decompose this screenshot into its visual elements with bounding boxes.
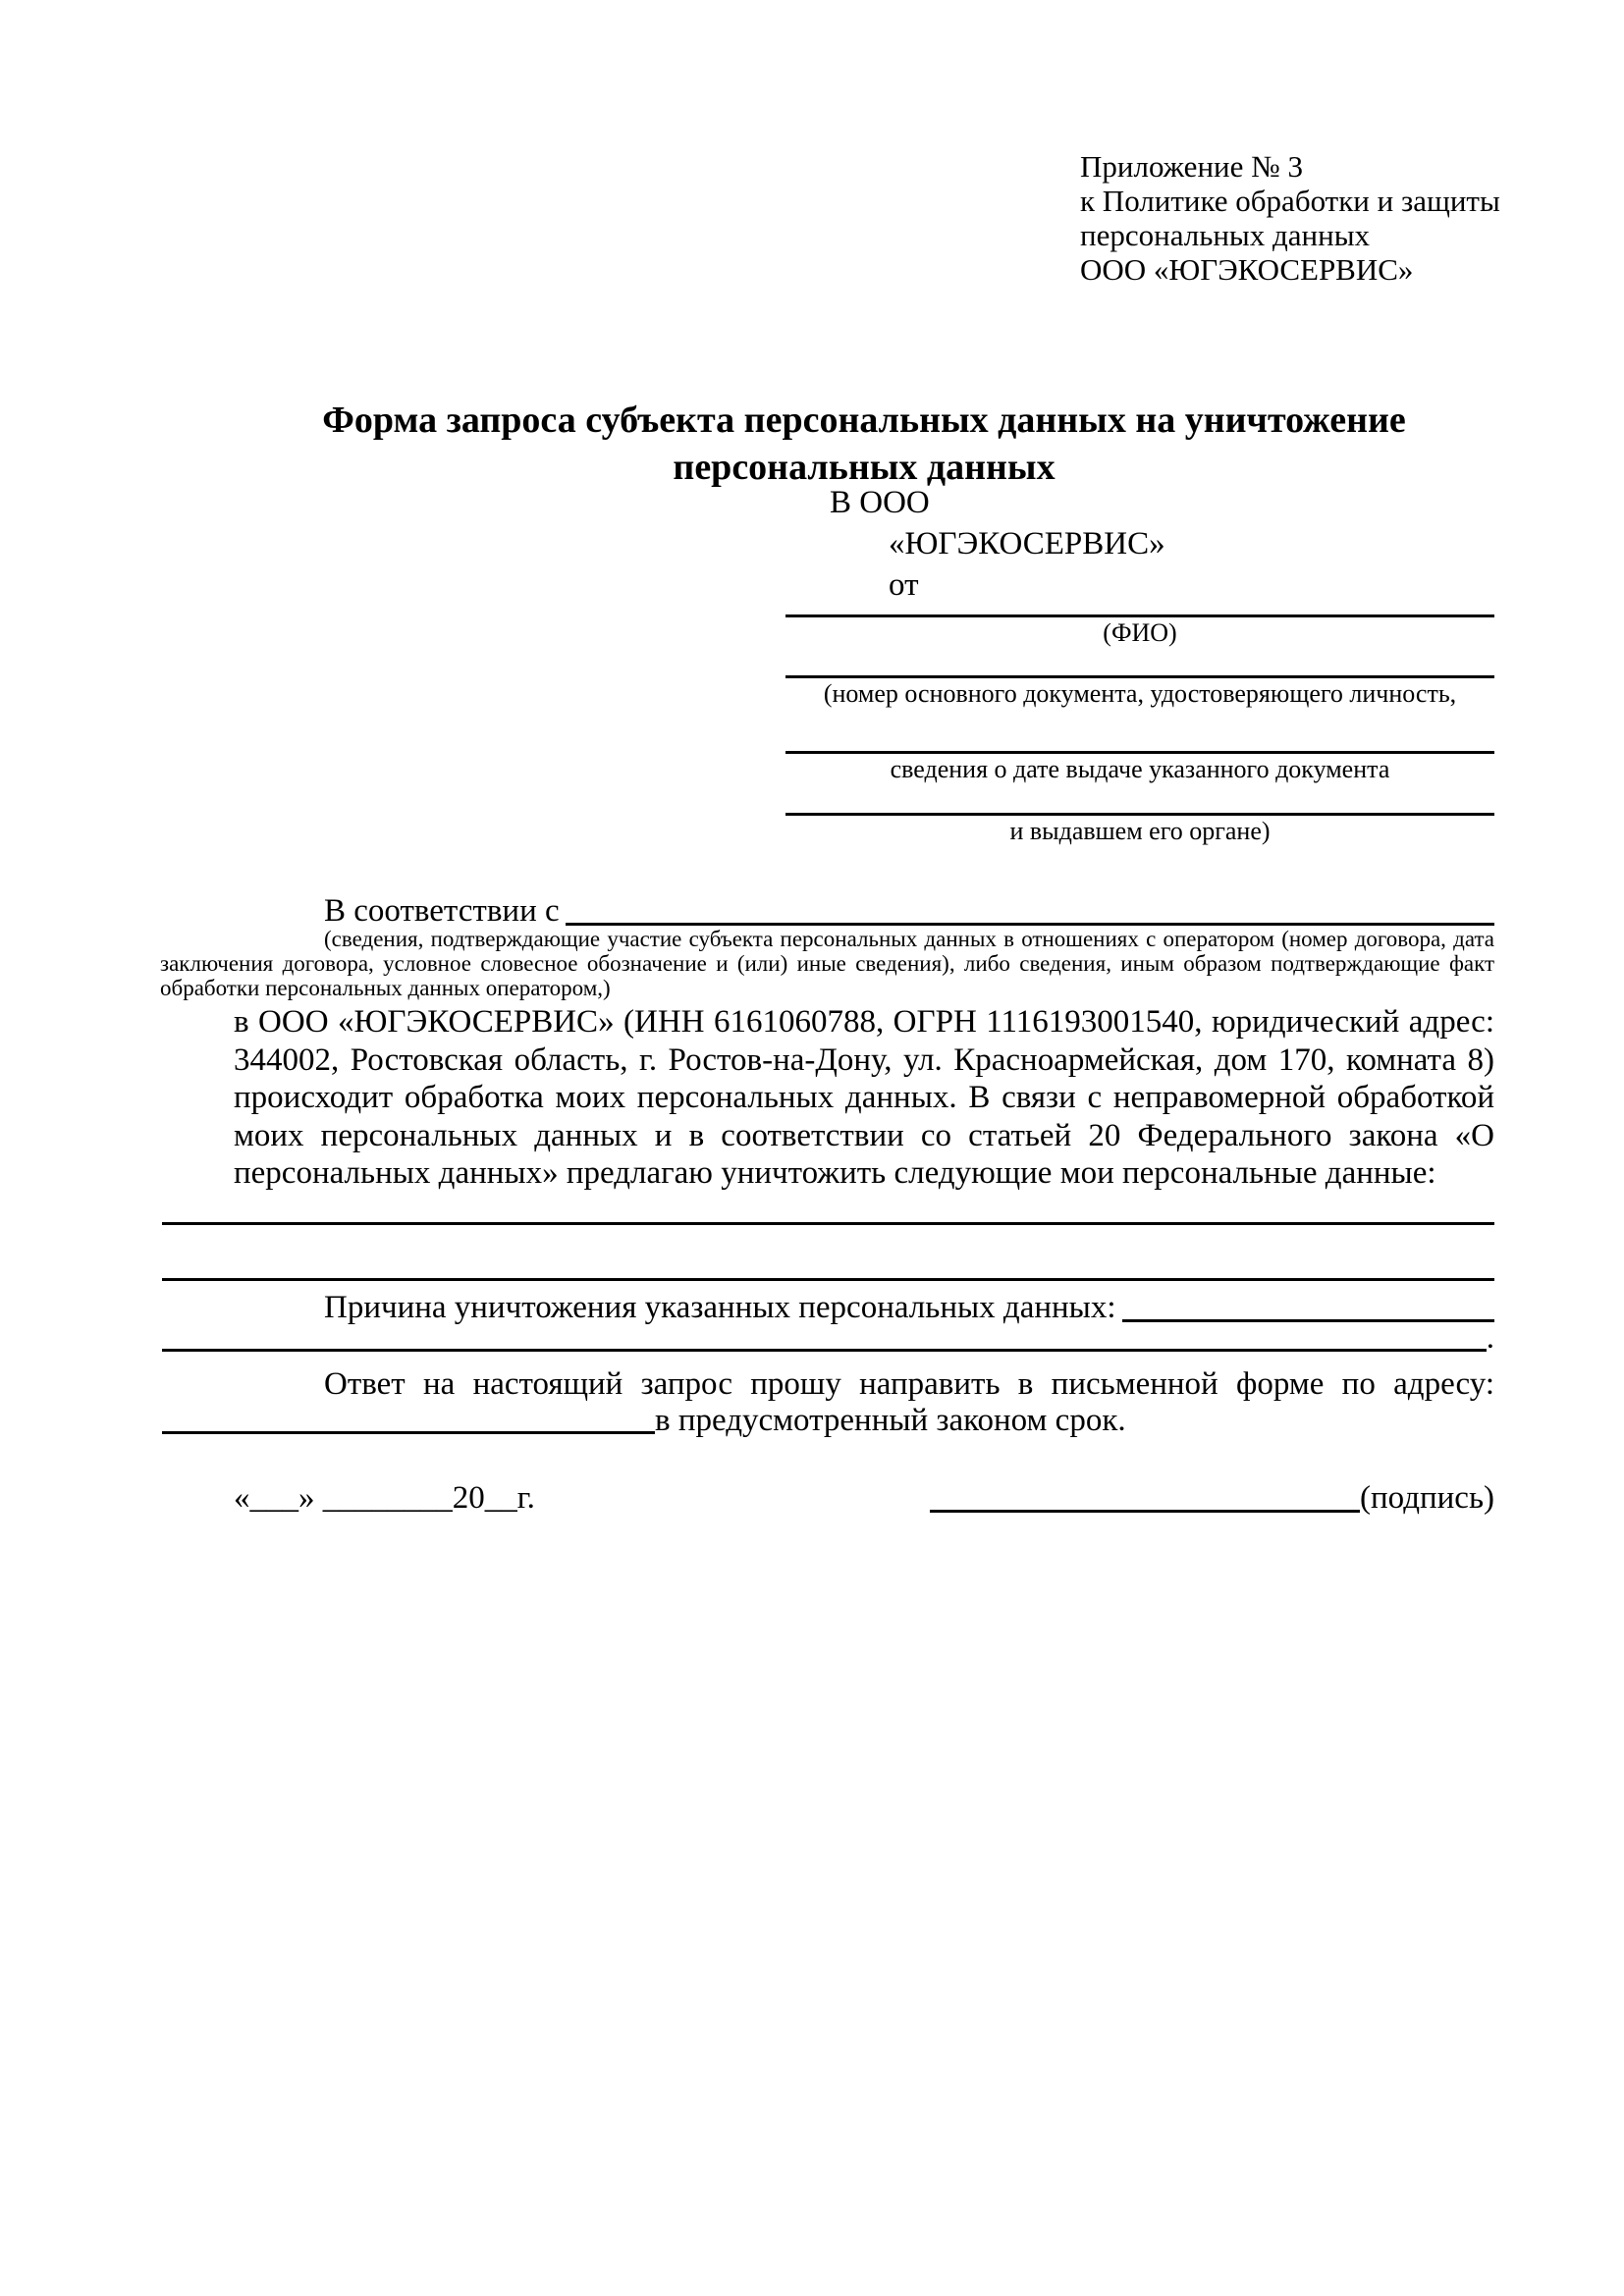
document-title-line: персональных данных: [673, 447, 1056, 488]
blank-field-fio: [785, 614, 1494, 648]
appendix-header-line: к Политике обработки и защиты: [1080, 184, 1500, 218]
paragraph-indent: [234, 891, 324, 931]
addressee-to: В ООО: [830, 485, 930, 520]
blank-field-document-number: [785, 675, 1494, 709]
reason-continuation-row: [162, 1319, 1494, 1357]
document-issuer-caption: и выдавшем его органе): [1009, 817, 1271, 845]
document-title: [234, 397, 1494, 491]
accordance-row: [234, 891, 1494, 931]
document-issue-date-caption: сведения о дате выдаче указанного документа: [890, 755, 1390, 783]
answer-address-blank-line: [162, 1431, 655, 1434]
signature-caption: (подпись): [1360, 1480, 1494, 1516]
blank-field-document-issuer: [785, 813, 1494, 846]
answer-tail: в предусмотренный законом срок.: [655, 1403, 1126, 1438]
blank-line-personal-data-2: [162, 1278, 1494, 1281]
addressee-company: «ЮГЭКОСЕРВИС»: [889, 526, 1165, 561]
appendix-header-line: персональных данных: [1080, 218, 1371, 252]
date-blank: «___» ________20__г.: [234, 1480, 535, 1516]
appendix-header-line: ООО «ЮГЭКОСЕРВИС»: [1080, 252, 1414, 287]
answer-continuation-row: [162, 1402, 1494, 1439]
reason-line-period: .: [1486, 1320, 1494, 1356]
reason-blank-line-2: [162, 1349, 1487, 1352]
addressee-from-label: от: [889, 567, 919, 603]
blank-field-document-issue-date: [785, 751, 1494, 784]
accordance-note: (сведения, подтверждающие участие субъекта персональных данных в отношениях с оператором (номер договора, дата заключения договора, условное словесное обозначение и (или) иные сведения), либо сведения, иным образом подтверждающие факт обработки персональных данных оператором,): [160, 927, 1494, 1000]
reason-label: Причина уничтожения указанных персональных данных:: [324, 1290, 1116, 1325]
blank-line-personal-data-1: [162, 1222, 1494, 1225]
signature-group: [930, 1478, 1494, 1518]
accordance-blank-line: [566, 923, 1494, 926]
main-paragraph: в ООО «ЮГЭКОСЕРВИС» (ИНН 6161060788, ОГРН 1116193001540, юридический адрес: 344002, Ростовская область, г. Ростов-на-Дону, ул. Красноармейская, дом 170, комната 8) происходит обработка моих персональных данных. В связи с неправомерной обработкой моих персональных данных и в соответствии со статьей 20 Федерального закона «О персональных данных» предлагаю уничтожить следующие мои персональные данные:: [234, 1004, 1494, 1192]
appendix-header-line: Приложение № 3: [1080, 149, 1303, 184]
document-title-line: Форма запроса субъекта персональных данных на уничтожение: [322, 400, 1406, 441]
fio-caption: (ФИО): [1103, 618, 1177, 647]
appendix-header: [1080, 149, 1502, 287]
answer-request: Ответ на настоящий запрос прошу направить в письменной форме по адресу:: [324, 1366, 1494, 1402]
footer-row: [234, 1478, 1516, 1518]
document-number-caption: (номер основного документа, удостоверяющего личность,: [823, 679, 1457, 708]
accordance-prefix: В соответствии с: [324, 893, 560, 929]
signature-blank-line: [930, 1510, 1360, 1513]
